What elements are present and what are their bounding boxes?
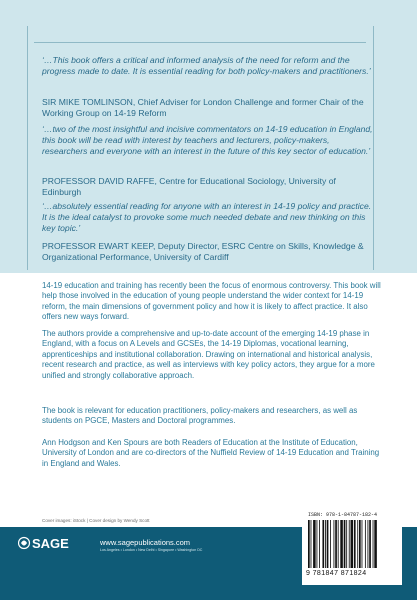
barcode-bar (313, 520, 316, 568)
barcode-bar (325, 520, 326, 568)
barcode-bar (369, 520, 371, 568)
barcode-bar (322, 520, 324, 568)
barcode-bar (351, 520, 354, 568)
endorsement-quote-3: ‘…absolutely essential reading for anyone with an interest in 14-19 policy and practice. It is the ideal catalyst to provoke some much needed debate and new thinking on this key topic.’ (42, 201, 372, 233)
sage-logo-swirl-icon (21, 541, 27, 546)
author-name-spours: Ken Spours (107, 438, 149, 447)
barcode-bar (335, 520, 337, 568)
author-conjunction: and (89, 438, 108, 447)
barcode-bar (365, 520, 366, 568)
author-bio (42, 438, 382, 469)
sage-logo (18, 535, 98, 551)
isbn-label: ISBN: 978-1-84787-182-4 (308, 512, 378, 518)
barcode-bar (319, 520, 320, 568)
barcode-bar (368, 520, 369, 568)
description-paragraph-3: The book is relevant for education practitioners, policy-makers and researchers, as well as students on PGCE, Masters and Doctoral programmes. (42, 406, 358, 426)
publisher-url: www.sagepublications.com (100, 538, 191, 547)
endorsement-quote-1: ‘…This book offers a critical and informed analysis of the need for reform and the progress made to date. It is essential reading for both policy-makers and practitioners.’ (42, 55, 371, 76)
barcode-bar (311, 520, 312, 568)
barcode-bar (334, 520, 335, 568)
barcode-bar (349, 520, 350, 568)
barcode-bar (330, 520, 331, 568)
barcode-bar (359, 520, 361, 568)
publisher-cities: Los Angeles • London • New Delhi • Singapore • Washington DC (100, 548, 203, 552)
endorsement-attribution-1: SIR MIKE TOMLINSON, Chief Adviser for London Challenge and former Chair of the Working Group on 14-19 Reform (42, 97, 364, 118)
isbn-barcode-block (302, 508, 402, 585)
barcode-bar (373, 520, 374, 568)
barcode-bar (327, 520, 329, 568)
barcode-bar (362, 520, 363, 568)
endorsement-attribution-3: PROFESSOR EWART KEEP, Deputy Director, ESRC Centre on Skills, Knowledge & Organizational Performance, University of Cardiff (42, 241, 364, 262)
barcode-bar (340, 520, 343, 568)
barcode-bar (338, 520, 339, 568)
description-paragraph-2: The authors provide a comprehensive and up-to-date account of the emerging 14-19 phase in England, with a focus on A Levels and GCSEs, the 14-19 Diplomas, vocational learning, apprenticeships and institutional collaboration. Drawing on international and historical analysis, recent research and practice, as well as interviews with key policy actors, they argue for a more unified and strongly collaborative approach. (42, 329, 375, 380)
barcode-bar (357, 520, 358, 568)
barcode-bar (346, 520, 347, 568)
endorsement-quote-2: ‘…two of the most insightful and incisive commentators on 14-19 education in England, this book will be read with interest by teachers and lecturers, policy-makers, researchers and everyone with an interest in the future of this key sector of education.’ (42, 124, 373, 156)
author-bio-text: are both Readers of Education at the Institute of Education, University of London and are co-directors of the Nuffield Review of 14-19 Education and Training in England and Wales. (42, 438, 380, 468)
barcode-bar (354, 520, 356, 568)
barcode-bar (344, 520, 346, 568)
sage-logo-text: SAGE (32, 536, 69, 551)
author-name-hodgson: Ann Hodgson (42, 438, 90, 447)
barcode-bar (308, 520, 310, 568)
barcode-bar (317, 520, 318, 568)
barcode-icon (308, 520, 396, 568)
cover-credits: Cover images: iStock | Cover design by Wendy Scott (42, 518, 150, 523)
divider (34, 42, 366, 43)
barcode-number: 9 781847 871824 (306, 570, 367, 577)
barcode-bar (374, 520, 377, 568)
endorsement-attribution-2: PROFESSOR DAVID RAFFE, Centre for Educational Sociology, University of Edinburgh (42, 176, 336, 197)
description-paragraph-1: 14-19 education and training has recently been the focus of enormous controversy. This book will help those involved in the education of young people understand the wider context for 14-19 reform, the main dimensions of government policy and how it is likely to affect practice. It also offers new ways forward. (42, 281, 381, 322)
